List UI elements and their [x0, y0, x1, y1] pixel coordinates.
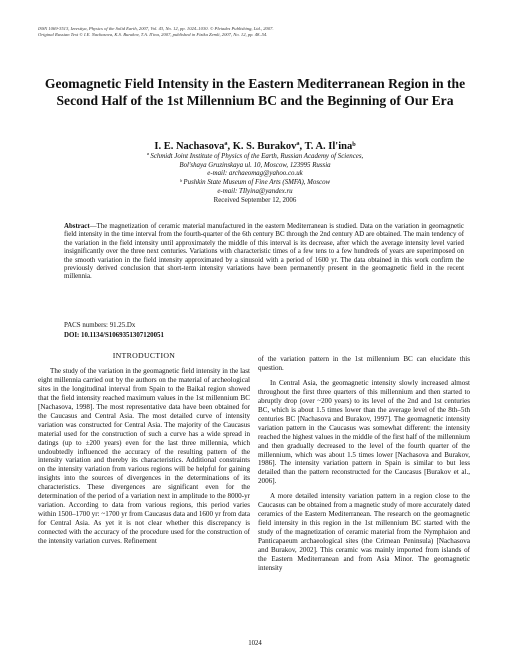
right-paragraph-2: In Central Asia, the geomagnetic intensity slowly increased almost throughout the first three quarters of this millennium and then started to abruptly drop (over ~200 years) to its level of the 2nd and 1st centuries BC, which is about 1.5 times lower than the average level of the 8th–5th centuries BC [Nachasova and Burakov, 1997]. The geomagnetic intensity variation pattern in the Caucasus was somewhat different: the intensity reached the highest values in the middle of the first half of the millennium and then gradually decreased to the level of the fourth quarter of the millennium, which was about 1.5 times lower [Nachasova and Burakov, 1986]. The intensity variation pattern in Spain is similar to but less detailed than the pattern reconstructed for the Caucasus [Burakov et al., 2006]. [258, 378, 470, 486]
received-date: Received September 12, 2006 [213, 196, 297, 204]
affiliations [40, 153, 470, 205]
abstract-text: —The magnetization of ceramic material manufactured in the eastern Mediterranean is studied. Data on the variation in geomagnetic field intensity in the time interval from the fourth-quarter of the 6th century BC through the 2nd century AD are obtained. The main tendency of the variation in the field intensity until approximately the middle of this interval is its decrease, after which the average intensity level varied insignificantly over the three next centuries. Variations with characteristic times of a few tens to a few hundreds of years are superimposed on the smooth variation in the field intensity approximated by a sinusoid with a period of 1600 yr. The data obtained in this work confirm the previously derived conclusion that short-term intensity variations have been permanently present in the geomagnetic field in the recent millennia. [64, 223, 464, 281]
left-column [38, 352, 250, 546]
doi: DOI: 10.1134/S1069351307120051 [64, 332, 164, 339]
affiliation-a-address: Bol'shaya Gruzinskaya ul. 10, Moscow, 123995 Russia [179, 161, 331, 169]
pacs-numbers: PACS numbers: 91.25.Dx [64, 322, 136, 329]
introduction-heading: INTRODUCTION [112, 351, 176, 360]
page-number: 1024 [248, 640, 262, 647]
right-column [258, 355, 470, 573]
original-text-line: Original Russian Text © I.E. Nachasova, K.S. Burakov, T.A. Il'ina, 2007, published in Fizika Zemli, 2007, No. 12, pp. 48–54. [38, 32, 268, 38]
journal-header [38, 26, 478, 39]
journal-citation-line: ISSN 1069-3513, Izvestiya, Physics of the Solid Earth, 2007, Vol. 43, No. 12, pp. 1024–1030. © Pleiades Publishing, Ltd., 2007. [38, 26, 274, 31]
right-paragraph-1: of the variation pattern in the 1st millennium BC can elucidate this question. [258, 355, 470, 372]
abstract-label: Abstract [64, 223, 90, 230]
author-list: I. E. Nachasovaª, K. S. Burakovª, T. A. Il'inaᵇ [154, 141, 356, 152]
affiliation-b-email: e-mail: TIlyina@yandex.ru [217, 187, 293, 195]
abstract [64, 223, 464, 282]
affiliation-a-email: e-mail: archaeomag@yahoo.co.uk [207, 170, 303, 178]
paper-title: Geomagnetic Field Intensity in the Eastern Mediterranean Region in the Second Half of the 1st Millennium BC and the Beginning of Our Era [44, 76, 466, 108]
left-paragraph-1: The study of the variation in the geomagnetic field intensity in the last eight millennia carried out by the authors on the material of archeological sites in the longitudinal interval from Spain to the Baikal region showed that the field intensity reached maximum values in the 1st millennium BC [Nachasova, 1998]. The most representative data have been obtained for the Caucasus and Central Asia. The most detailed curve of intensity variation was constructed for Central Asia. The majority of the Caucasus material used for the construction of such a curve has a wide spread in datings (up to ±200 years) even for the last three millennia, which undoubtedly influenced the accuracy of the resulting pattern of the intensity variation and thereby its characteristics. Additional constraints on the intensity variation from various regions will be helpful for gaining insights into the sources of divergences in the determinations of its characteristics. These divergences are significant even for the determination of the period of a variation next in amplitude to the 8000-yr variation. According to data from various regions, this period varies within 1500–1700 yr: ~1700 yr from Caucasus data and 1600 yr from data for Central Asia. As yet it is not clear whether this discrepancy is connected with the accuracy of the procedure used for the construction of the intensity variation curves. Refinement [38, 366, 250, 546]
affiliation-a-institute: ª Schmidt Joint Institute of Physics of the Earth, Russian Academy of Sciences, [146, 153, 364, 160]
right-paragraph-3: A more detailed intensity variation pattern in a region close to the Caucasus can be obtained from a magnetic study of more accurately dated ceramics of the Eastern Mediterranean. The research on the geomagnetic field intensity in this region in the 1st millennium BC started with the study of the magnetization of ceramic material from the Nymphaion and Panticapaeum archaeological sites (the Crimean Peninsula) [Nachasova and Burakov, 2002]. This ceramic was mainly imported from islands of the Eastern Mediterranean and from Asia Minor. The geomagnetic intensity [258, 492, 470, 572]
affiliation-b-institute: ᵇ Pushkin State Museum of Fine Arts (SMFA), Moscow [179, 179, 331, 187]
